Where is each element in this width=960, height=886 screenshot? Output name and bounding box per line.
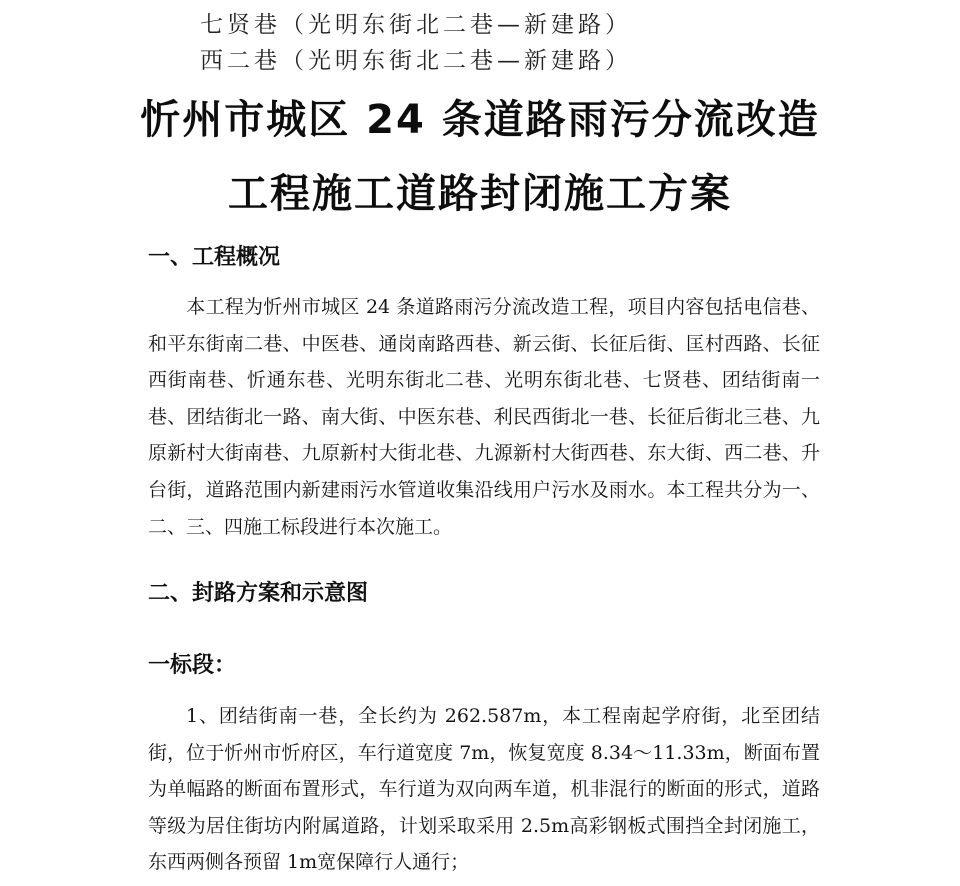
subheading-section-one: 一标段： [148, 653, 237, 678]
road-list-item: 七贤巷（光明东街北二巷—新建路） [200, 12, 632, 38]
document-title-line2: 工程施工道路封闭施工方案 [228, 171, 732, 217]
overview-text: 本工程为忻州市城区 24 条道路雨污分流改造工程，项目内容包括电信巷、和平东街南二巷、中医巷、通岗南路西巷、新云街、长征后街、匡村西路、长征西街南巷、忻通东巷、光明东街北二巷、光明东街北巷、七贤巷、团结街南一巷、团结街北一路、南大街、中医东巷、利民西街北一巷、长征后街北三巷、九原新村大街南巷、九原新村大街北巷、九源新村大街西巷、东大街、西二巷、升台街，道路范围内新建雨污水管道收集沿线用户污水及雨水。本工程共分为一、二、三、四施工标段进行本次施工。 [148, 296, 820, 538]
road-list-item: 西二巷（光明东街北二巷—新建路） [200, 48, 632, 74]
overview-paragraph [148, 289, 820, 545]
item-1-text: 1、团结街南一巷，全长约为 262.587m，本工程南起学府街，北至团结街，位于忻州市忻府区，车行道宽度 7m，恢复宽度 8.34～11.33m，断面布置为单幅路的断面布置形式，车行道为双向两车道，机非混行的断面的形式，道路等级为居住街坊内附属道路，计划采取采用 2.5m高彩钢板式围挡全封闭施工，东西两侧各预留 1m宽保障行人通行； [148, 705, 820, 874]
section-heading-closure-plan: 二、封路方案和示意图 [148, 581, 369, 606]
item-paragraph-1 [148, 698, 820, 881]
document-title-line1: 忻州市城区 24 条道路雨污分流改造 [140, 97, 820, 143]
section-heading-overview: 一、工程概况 [148, 245, 281, 270]
